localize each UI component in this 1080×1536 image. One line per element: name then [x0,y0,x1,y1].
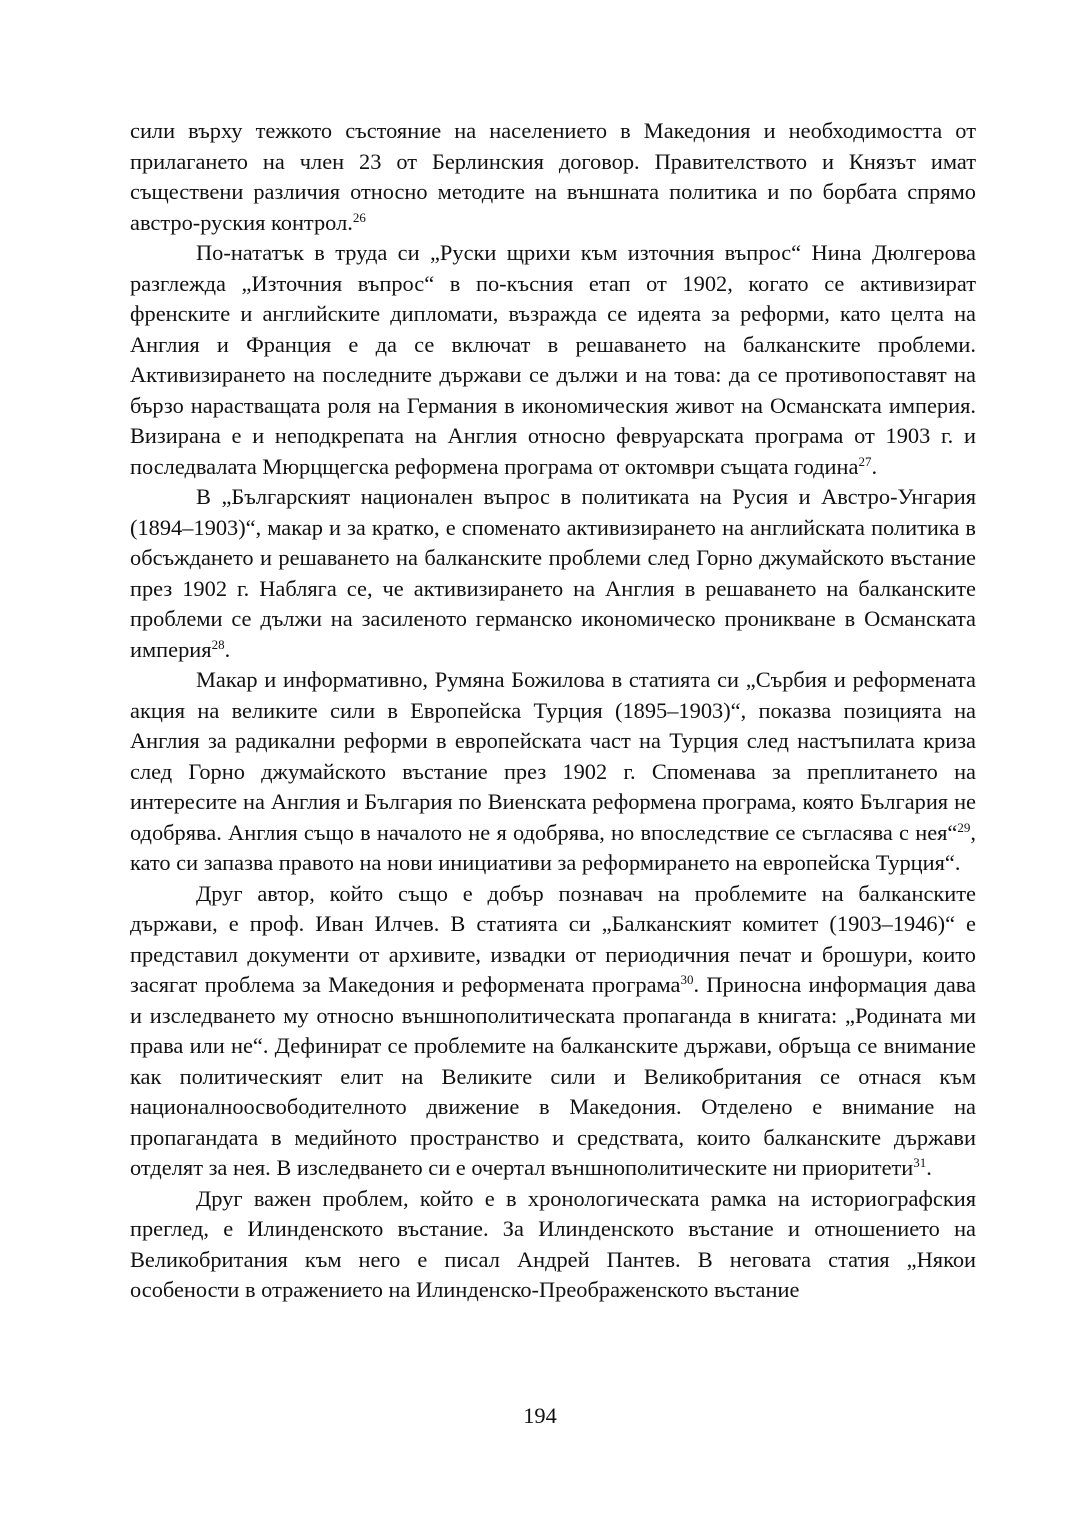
footnote-ref: 30 [680,972,694,987]
paragraph-1 [130,116,976,238]
paragraph-5 [130,879,976,1184]
page-number: 194 [523,1403,557,1428]
footnote-ref: 28 [211,636,225,652]
paragraph-3 [130,482,976,665]
paragraph-text: Друг важен проблем, който е в хронологическата рамка на историографския преглед, е Илинденското въстание. За Илинденското въстание и отношението на Великобритания към него е писал Андрей Пантев. В неговата статия „Някои особености в отражението на Илинденско-Преображенското въстание [130,1185,976,1302]
paragraph-text: . [926,1155,932,1180]
paragraph-text: . Приносна информация дава и изследването му относно външнополитическата пропаганда в книгата: „Родината ми права или не“. Дефинират се проблемите на балканските държави, обръща се внимание как политическият елит на Великите сили и Великобритания се отнася към националноосвободителното движение в Македония. Отделено е внимание на пропагандата в медийното пространство и средствата, които балканските държави отделят за нея. В изследването си е очертал външнополитическите ни приоритети [130,972,976,1180]
paragraph-text: . [224,636,231,662]
paragraph-6 [130,1184,976,1306]
paragraph-4 [130,665,976,879]
paragraph-text: По-нататък в труда си „Руски щрихи към източния въпрос“ Нина Дюлгерова разглежда „Източния въпрос“ в по-късния етап от 1902, когато се активизират френските и английските дипломати, възражда се идеята за реформи, като целта на Англия и Франция е да се включат в решаването на балканските проблеми. Активизирането на последните държави се дължи и на това: да се противопоставят на бързо нарастващата роля на Германия в икономическия живот на Османската империя. Визирана е и неподкрепата на Англия относно февруарската програма от 1903 г. и последвалата Мюрцщегска реформена програма от октомври същата година [130,240,976,479]
paragraph-text: В „Българският национален въпрос в политиката на Русия и Австро-Унгария (1894–1903)“, макар и за кратко, е споменато активизирането на английската политика в обсъждането и решаването на балканските проблеми след Горно джумайското въстание през 1902 г. Набляга се, че активизирането на Англия в решаването на балканските проблеми се дължи на засиленото германско икономическо проникване в Османската империя [130,484,976,662]
footnote-ref: 26 [352,209,366,225]
page-body [130,116,976,1306]
paragraph-text: сили върху тежкото състояние на населението в Македония и необходимостта от прилагането на член 23 от Берлинския договор. Правителството и Князът имат съществени различия относно методите на външната политика и по борбата спрямо австро-руския контрол. [130,118,976,235]
footnote-ref: 31 [913,1155,927,1170]
footnote-ref: 29 [957,819,971,835]
paragraph-text: . [871,453,878,479]
footnote-ref: 27 [858,453,872,469]
paragraph-text: Друг автор, който също е добър познавач на проблемите на балканските държави, е проф. Иван Илчев. В статията си „Балканският комитет (1903–1946)“ е представил документи от архивите, извадки от периодичния печат и брошури, които засягат проблема за Македония и реформената програма [130,880,976,997]
paragraph-text: Макар и информативно, Румяна Божилова в статията си „Сърбия и реформената акция на великите сили в Европейска Турция (1895–1903)“, показва позицията на Англия за радикални реформи в европейската част на Турция след настъпилата криза след Горно джумайското въстание през 1902 г. Споменава за преплитането на интересите на Англия и България по Виенската реформена програма, която България не одобрява. Англия също в началото не я одобрява, но впоследствие се съгласява с нея“ [130,667,976,845]
paragraph-text: , като си запазва правото на нови инициативи за реформирането на европейска Турция“. [130,819,976,875]
paragraph-2 [130,238,976,482]
